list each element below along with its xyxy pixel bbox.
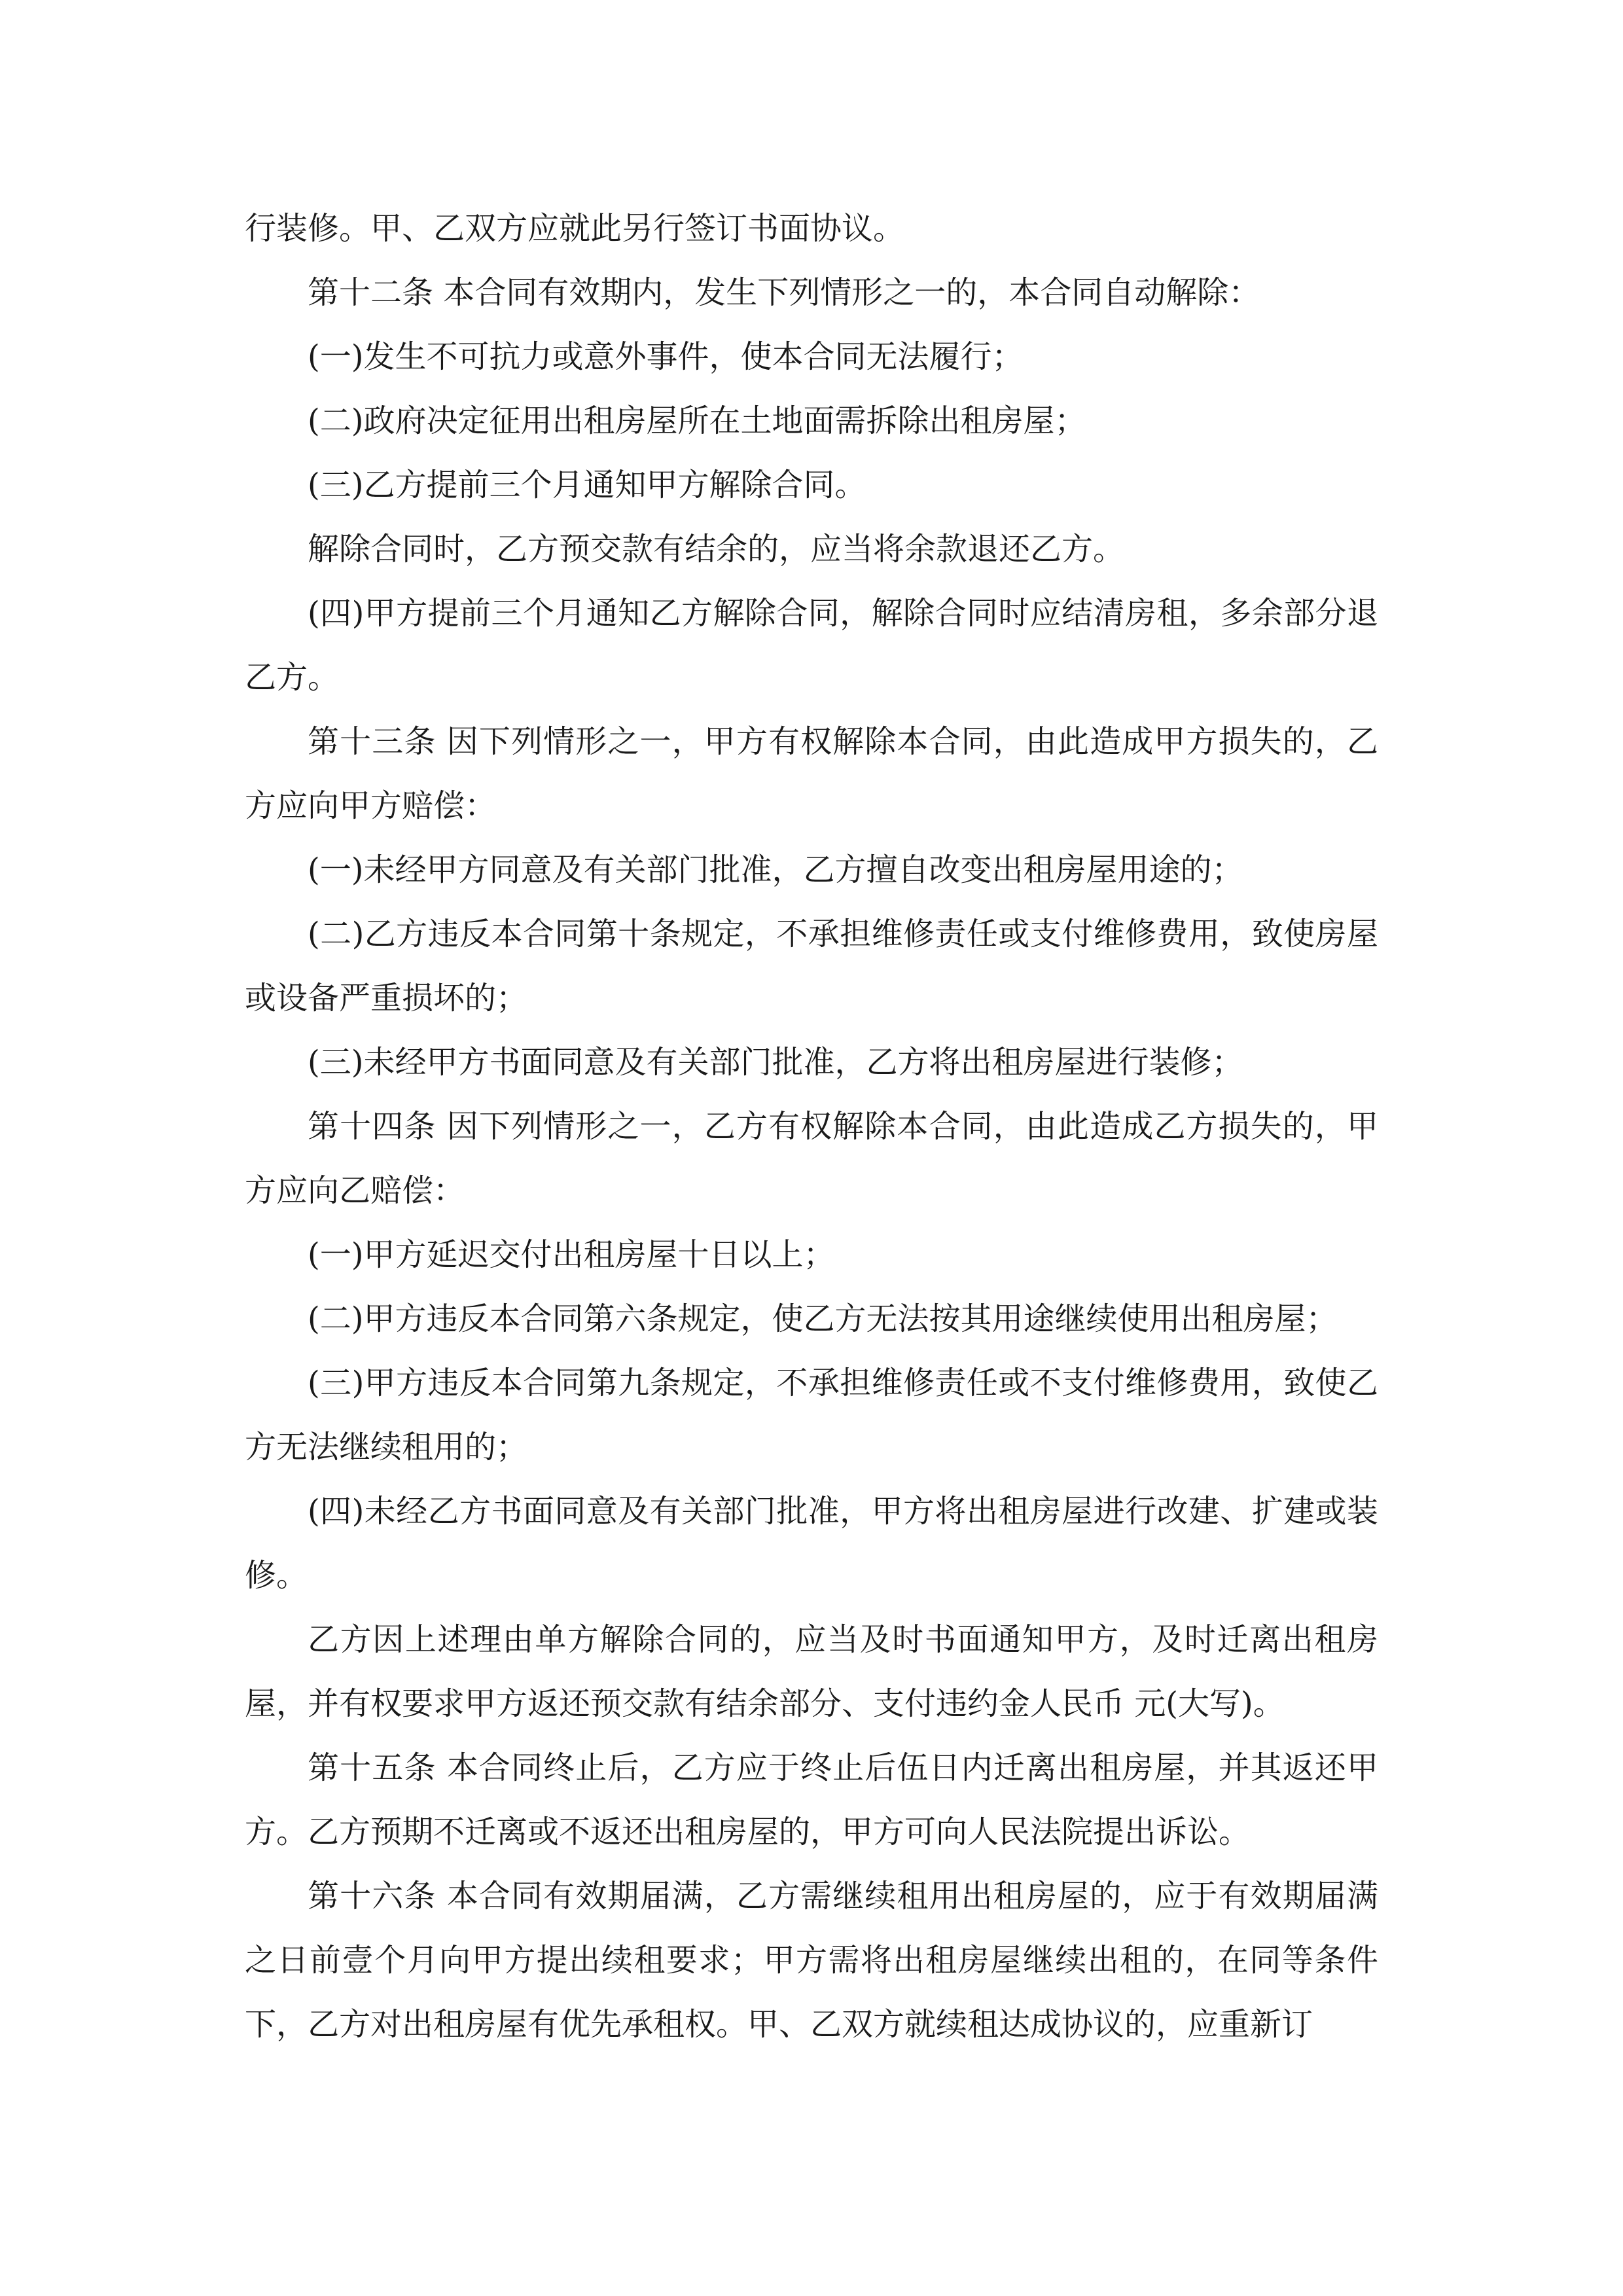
- article-14-item-3: (三)甲方违反本合同第九条规定，不承担维修责任或不支付维修费用，致使乙方无法继续租用的；: [245, 1365, 1378, 1465]
- paragraph: 乙方因上述理由单方解除合同的，应当及时书面通知甲方，及时迁离出租房屋，并有权要求甲方返还预交款有结余部分、支付违约金人民币 元(大写)。: [245, 1621, 1378, 1722]
- article-14-item-1: (一)甲方延迟交付出租房屋十日以上；: [308, 1236, 835, 1273]
- article-14-item-2: (二)甲方违反本合同第六条规定，使乙方无法按其用途继续使用出租房屋；: [308, 1300, 1338, 1337]
- article-13-item-1: (一)未经甲方同意及有关部门批准，乙方擅自改变出租房屋用途的；: [308, 852, 1243, 888]
- article-14-heading: 第十四条 因下列情形之一，乙方有权解除本合同，由此造成乙方损失的，甲方应向乙赔偿：: [245, 1108, 1378, 1209]
- article-13-item-3: (三)未经甲方书面同意及有关部门批准，乙方将出租房屋进行装修；: [308, 1044, 1243, 1081]
- paragraph: 解除合同时，乙方预交款有结余的，应当将余款退还乙方。: [308, 531, 1125, 567]
- article-16: 第十六条 本合同有效期届满，乙方需继续租用出租房屋的，应于有效期届满之日前壹个月向甲方提出续租要求；甲方需将出租房屋继续出租的，在同等条件下，乙方对出租房屋有优先承租权。甲、乙双方就续租达成协议的，应重新订: [245, 1878, 1378, 2043]
- article-12-item-1: (一)发生不可抗力或意外事件，使本合同无法履行；: [308, 338, 1024, 375]
- article-12-item-4: (四)甲方提前三个月通知乙方解除合同，解除合同时应结清房租，多余部分退乙方。: [245, 595, 1378, 696]
- article-12-heading: 第十二条 本合同有效期内，发生下列情形之一的，本合同自动解除：: [308, 274, 1260, 311]
- article-13-heading: 第十三条 因下列情形之一，甲方有权解除本合同，由此造成甲方损失的，乙方应向甲方赔偿：: [245, 723, 1378, 824]
- article-14-item-4: (四)未经乙方书面同意及有关部门批准，甲方将出租房屋进行改建、扩建或装修。: [245, 1493, 1378, 1594]
- paragraph: 行装修。甲、乙双方应就此另行签订书面协议。: [245, 210, 905, 247]
- article-13-item-2: (二)乙方违反本合同第十条规定，不承担维修责任或支付维修费用，致使房屋或设备严重损坏的；: [245, 916, 1378, 1016]
- article-12-item-2: (二)政府决定征用出租房屋所在土地面需拆除出租房屋；: [308, 403, 1086, 439]
- contract-body: [245, 196, 1378, 2056]
- article-15: 第十五条 本合同终止后，乙方应于终止后伍日内迁离出租房屋，并其返还甲方。乙方预期不迁离或不返还出租房屋的，甲方可向人民法院提出诉讼。: [245, 1749, 1378, 1850]
- article-12-item-3: (三)乙方提前三个月通知甲方解除合同。: [308, 467, 866, 503]
